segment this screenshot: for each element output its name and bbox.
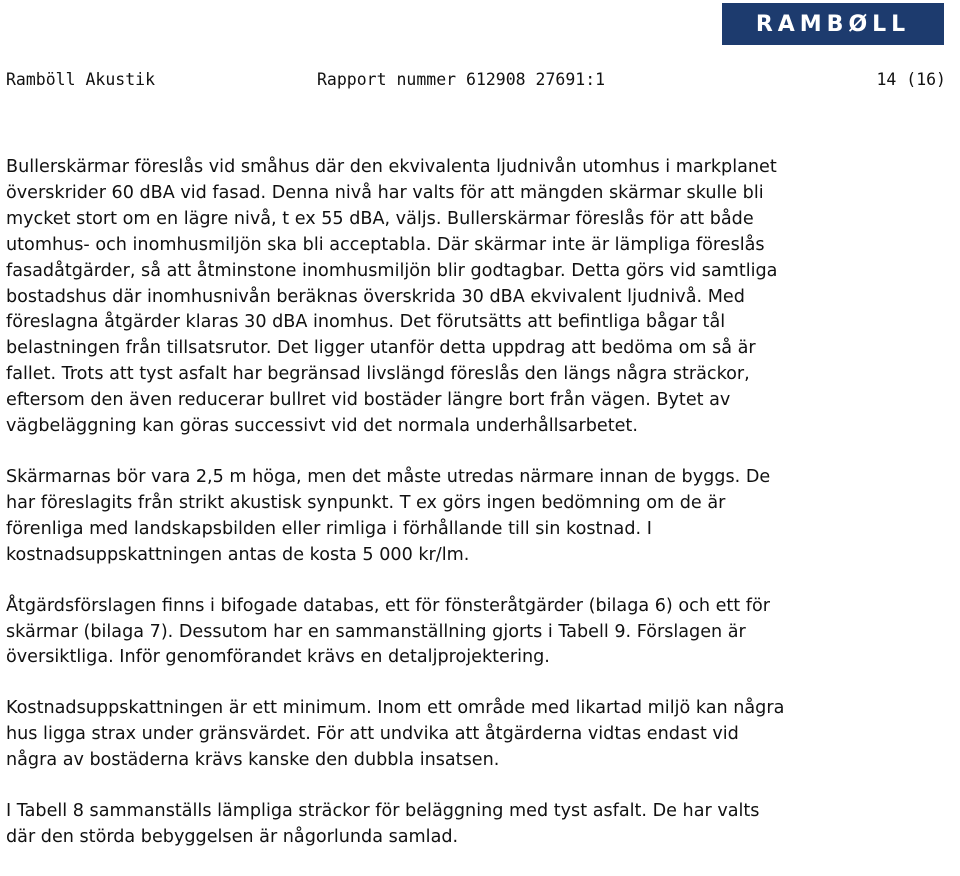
text-line: bostadshus där inomhusnivån beräknas överskrida 30 dBA ekvivalent ljudnivå. Med bbox=[6, 286, 745, 307]
text-line: I Tabell 8 sammanställs lämpliga sträckor för beläggning med tyst asfalt. De har valts bbox=[6, 801, 760, 822]
text-line: vägbeläggning kan göras successivt vid det normala underhållsarbetet. bbox=[6, 416, 638, 437]
header-company: Ramböll Akustik bbox=[6, 70, 156, 89]
text-line: utomhus- och inomhusmiljön ska bli acceptabla. Där skärmar inte är lämpliga föreslås bbox=[6, 234, 765, 255]
paragraph-2 bbox=[6, 465, 956, 569]
text-line: mycket stort om en lägre nivå, t ex 55 dBA, väljs. Bullerskärmar föreslås för att både bbox=[6, 208, 754, 229]
text-line: Kostnadsuppskattningen är ett minimum. Inom ett område med likartad miljö kan några bbox=[6, 698, 785, 719]
text-line: kostnadsuppskattningen antas de kosta 5 000 kr/lm. bbox=[6, 544, 470, 565]
text-line: fallet. Trots att tyst asfalt har begränsad livslängd föreslås den längs några sträckor, bbox=[6, 364, 750, 385]
company-logo: RAMBØLL bbox=[722, 3, 944, 45]
text-line: eftersom den även reducerar bullret vid bostäder längre bort från vägen. Bytet av bbox=[6, 390, 731, 411]
text-line: Skärmarnas bör vara 2,5 m höga, men det måste utredas närmare innan de byggs. De bbox=[6, 466, 771, 487]
text-line: belastningen från tillsatsrutor. Det ligger utanför detta uppdrag att bedöma om så är bbox=[6, 338, 756, 359]
text-line: överskrider 60 dBA vid fasad. Denna nivå har valts för att mängden skärmar skulle bli bbox=[6, 182, 764, 203]
text-line: där den störda bebyggelsen är någorlunda samlad. bbox=[6, 826, 459, 847]
text-line: har föreslagits från strikt akustisk synpunkt. T ex görs ingen bedömning om de är bbox=[6, 492, 726, 513]
paragraph-3 bbox=[6, 594, 956, 672]
paragraph-4 bbox=[6, 696, 956, 774]
text-line: föreslagna åtgärder klaras 30 dBA inomhus. Det förutsätts att befintliga bågar tål bbox=[6, 312, 726, 333]
paragraph-1 bbox=[6, 155, 956, 440]
paragraph-5 bbox=[6, 799, 956, 851]
page-header bbox=[6, 70, 946, 94]
text-line: skärmar (bilaga 7). Dessutom har en sammanställning gjorts i Tabell 9. Förslagen är bbox=[6, 621, 746, 642]
text-line: Bullerskärmar föreslås vid småhus där den ekvivalenta ljudnivån utomhus i markplanet bbox=[6, 157, 777, 177]
text-line: Åtgärdsförslagen finns i bifogade databas, ett för fönsteråtgärder (bilaga 6) och ett för bbox=[6, 595, 770, 616]
text-line: hus ligga strax under gränsvärdet. För att undvika att åtgärderna vidtas endast vid bbox=[6, 724, 739, 745]
text-line: några av bostäderna krävs kanske den dubbla insatsen. bbox=[6, 750, 500, 771]
text-line: fasadåtgärder, så att åtminstone inomhusmiljön blir godtagbar. Detta görs vid samtliga bbox=[6, 260, 778, 281]
text-line: översiktliga. Inför genomförandet krävs en detaljprojektering. bbox=[6, 647, 550, 668]
header-report-number: Rapport nummer 612908 27691:1 bbox=[317, 70, 606, 89]
text-line: förenliga med landskapsbilden eller rimliga i förhållande till sin kostnad. I bbox=[6, 518, 652, 539]
header-page-number: 14 (16) bbox=[876, 70, 946, 89]
document-body bbox=[6, 155, 956, 876]
